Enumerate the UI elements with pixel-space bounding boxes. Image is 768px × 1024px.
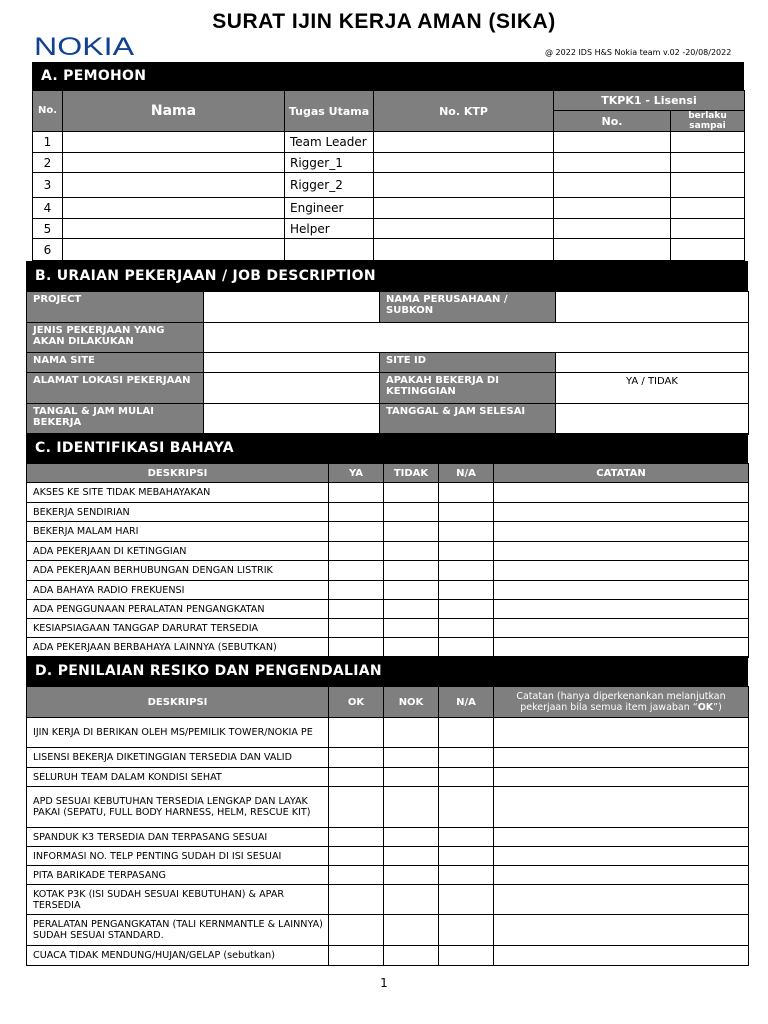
tidak-cell[interactable]: [384, 542, 439, 561]
catatan-cell[interactable]: [494, 619, 749, 638]
ok-cell[interactable]: [329, 915, 384, 946]
col-tkpk-lisensi: TKPK1 - Lisensi: [554, 91, 745, 111]
nok-cell[interactable]: [384, 866, 439, 885]
label-nama-perusahaan: NAMA PERUSAHAAN / SUBKON: [380, 292, 556, 323]
catatan-cell[interactable]: [494, 718, 749, 748]
nok-cell[interactable]: [384, 748, 439, 768]
ktp-field[interactable]: [374, 219, 554, 239]
col-ok: OK: [329, 687, 384, 718]
catatan-cell[interactable]: [494, 828, 749, 847]
nok-cell[interactable]: [384, 847, 439, 866]
table-row: ADA BAHAYA RADIO FREKUENSI: [27, 581, 749, 600]
ya-cell[interactable]: [329, 600, 384, 619]
catatan-cell[interactable]: [494, 638, 749, 658]
nama-perusahaan-field[interactable]: [556, 292, 749, 323]
catatan-cell[interactable]: [494, 885, 749, 915]
na-cell[interactable]: [439, 638, 494, 658]
jenis-pekerjaan-field[interactable]: [204, 323, 749, 353]
col-catatan: Catatan (hanya diperkenankan melanjutkan pekerjaan bila semua item jawaban “OK”): [494, 687, 749, 718]
col-no: No.: [33, 91, 63, 132]
berlaku-field[interactable]: [671, 153, 745, 173]
na-cell[interactable]: [439, 600, 494, 619]
berlaku-field[interactable]: [671, 132, 745, 153]
page-title: SURAT IJIN KERJA AMAN (SIKA): [212, 10, 556, 33]
section-d-header: D. PENILAIAN RESIKO DAN PENGENDALIAN: [26, 656, 748, 686]
col-nama: Nama: [63, 91, 285, 132]
table-row: 5 Helper: [33, 219, 745, 239]
nama-field[interactable]: [63, 153, 285, 173]
label-site-id: SITE ID: [380, 353, 556, 373]
ok-cell[interactable]: [329, 847, 384, 866]
nokia-logo: [34, 34, 134, 62]
catatan-cell[interactable]: [494, 866, 749, 885]
berlaku-field[interactable]: [671, 173, 745, 198]
ktp-field[interactable]: [374, 239, 554, 261]
ok-cell[interactable]: [329, 748, 384, 768]
table-row: KOTAK P3K (ISI SUDAH SESUAI KEBUTUHAN) & APAR TERSEDIA: [27, 885, 749, 915]
project-field[interactable]: [204, 292, 380, 323]
job-description-table: [26, 291, 749, 435]
mulai-field[interactable]: [204, 404, 380, 435]
nok-cell[interactable]: [384, 915, 439, 946]
ktp-field[interactable]: [374, 198, 554, 219]
table-row: KESIAPSIAGAAN TANGGAP DARURAT TERSEDIA: [27, 619, 749, 638]
tidak-cell[interactable]: [384, 638, 439, 658]
nama-field[interactable]: [63, 132, 285, 153]
na-cell[interactable]: [439, 483, 494, 503]
nokia-logo-icon: [34, 34, 134, 58]
na-cell[interactable]: [439, 915, 494, 946]
na-cell[interactable]: [439, 619, 494, 638]
ok-cell[interactable]: [329, 768, 384, 787]
table-row: 2 Rigger_1: [33, 153, 745, 173]
na-cell[interactable]: [439, 718, 494, 748]
label-selesai: TANGGAL & JAM SELESAI: [380, 404, 556, 435]
ok-cell[interactable]: [329, 787, 384, 828]
ketinggian-value[interactable]: YA / TIDAK: [556, 373, 749, 404]
nok-cell[interactable]: [384, 768, 439, 787]
label-nama-site: NAMA SITE: [27, 353, 204, 373]
lisensi-no-field[interactable]: [554, 239, 671, 261]
lisensi-no-field[interactable]: [554, 153, 671, 173]
table-row: APD SESUAI KEBUTUHAN TERSEDIA LENGKAP DAN LAYAK PAKAI (SEPATU, FULL BODY HARNESS, HELM, RESCUE KIT): [27, 787, 749, 828]
tidak-cell[interactable]: [384, 581, 439, 600]
nok-cell[interactable]: [384, 885, 439, 915]
svg-text:NOKIA: NOKIA: [34, 34, 134, 58]
catatan-cell[interactable]: [494, 946, 749, 966]
catatan-cell[interactable]: [494, 748, 749, 768]
nama-field[interactable]: [63, 219, 285, 239]
table-row: LISENSI BEKERJA DIKETINGGIAN TERSEDIA DAN VALID: [27, 748, 749, 768]
copyright-note: @ 2022 IDS H&S Nokia team v.02 -20/08/2022: [545, 48, 732, 57]
table-row: ADA PEKERJAAN BERBAHAYA LAINNYA (SEBUTKAN): [27, 638, 749, 658]
hazard-table: [26, 463, 749, 658]
ya-cell[interactable]: [329, 503, 384, 522]
na-cell[interactable]: [439, 946, 494, 966]
lisensi-no-field[interactable]: [554, 198, 671, 219]
catatan-cell[interactable]: [494, 522, 749, 542]
ok-cell[interactable]: [329, 866, 384, 885]
label-alamat-lokasi: ALAMAT LOKASI PEKERJAAN: [27, 373, 204, 404]
nok-cell[interactable]: [384, 828, 439, 847]
ktp-field[interactable]: [374, 153, 554, 173]
berlaku-field[interactable]: [671, 198, 745, 219]
table-row: BEKERJA SENDIRIAN: [27, 503, 749, 522]
catatan-cell[interactable]: [494, 915, 749, 946]
catatan-cell[interactable]: [494, 503, 749, 522]
ok-cell[interactable]: [329, 885, 384, 915]
tidak-cell[interactable]: [384, 561, 439, 581]
ya-cell[interactable]: [329, 581, 384, 600]
na-cell[interactable]: [439, 828, 494, 847]
ya-cell[interactable]: [329, 561, 384, 581]
table-row: SPANDUK K3 TERSEDIA DAN TERPASANG SESUAI: [27, 828, 749, 847]
tidak-cell[interactable]: [384, 483, 439, 503]
berlaku-field[interactable]: [671, 239, 745, 261]
ok-cell[interactable]: [329, 946, 384, 966]
na-cell[interactable]: [439, 787, 494, 828]
table-row: 6: [33, 239, 745, 261]
col-nok: NOK: [384, 687, 439, 718]
na-cell[interactable]: [439, 503, 494, 522]
nok-cell[interactable]: [384, 787, 439, 828]
na-cell[interactable]: [439, 866, 494, 885]
selesai-field[interactable]: [556, 404, 749, 435]
section-a-header: A. PEMOHON: [32, 62, 744, 90]
ya-cell[interactable]: [329, 638, 384, 658]
table-row: 3 Rigger_2: [33, 173, 745, 198]
col-ya: YA: [329, 464, 384, 483]
ya-cell[interactable]: [329, 522, 384, 542]
ya-cell[interactable]: [329, 542, 384, 561]
table-row: SELURUH TEAM DALAM KONDISI SEHAT: [27, 768, 749, 787]
table-row: 4 Engineer: [33, 198, 745, 219]
ya-cell[interactable]: [329, 619, 384, 638]
catatan-cell[interactable]: [494, 600, 749, 619]
nama-field[interactable]: [63, 239, 285, 261]
catatan-cell[interactable]: [494, 483, 749, 503]
na-cell[interactable]: [439, 768, 494, 787]
col-berlaku-sampai: berlaku sampai: [671, 111, 745, 132]
table-row: 1 Team Leader: [33, 132, 745, 153]
ya-cell[interactable]: [329, 483, 384, 503]
section-c-header: C. IDENTIFIKASI BAHAYA: [26, 433, 748, 463]
col-tugas-utama: Tugas Utama: [285, 91, 374, 132]
berlaku-field[interactable]: [671, 219, 745, 239]
na-cell[interactable]: [439, 561, 494, 581]
table-row: PERALATAN PENGANGKATAN (TALI KERNMANTLE & LAINNYA) SUDAH SESUAI STANDARD.: [27, 915, 749, 946]
catatan-cell[interactable]: [494, 561, 749, 581]
nok-cell[interactable]: [384, 718, 439, 748]
na-cell[interactable]: [439, 522, 494, 542]
col-deskripsi: DESKRIPSI: [27, 687, 329, 718]
lisensi-no-field[interactable]: [554, 219, 671, 239]
table-row: AKSES KE SITE TIDAK MEBAHAYAKAN: [27, 483, 749, 503]
col-no-ktp: No. KTP: [374, 91, 554, 132]
site-id-field[interactable]: [556, 353, 749, 373]
catatan-cell[interactable]: [494, 847, 749, 866]
label-project: PROJECT: [27, 292, 204, 323]
col-catatan: CATATAN: [494, 464, 749, 483]
table-row: BEKERJA MALAM HARI: [27, 522, 749, 542]
na-cell[interactable]: [439, 748, 494, 768]
na-cell[interactable]: [439, 542, 494, 561]
label-jenis-pekerjaan: JENIS PEKERJAAN YANG AKAN DILAKUKAN: [27, 323, 204, 353]
ktp-field[interactable]: [374, 173, 554, 198]
ok-cell[interactable]: [329, 718, 384, 748]
catatan-cell[interactable]: [494, 768, 749, 787]
table-row: INFORMASI NO. TELP PENTING SUDAH DI ISI SESUAI: [27, 847, 749, 866]
section-b-header: B. URAIAN PEKERJAAN / JOB DESCRIPTION: [26, 261, 748, 291]
col-na: N/A: [439, 687, 494, 718]
risk-assessment-table: [26, 686, 749, 966]
nama-field[interactable]: [63, 198, 285, 219]
label-ketinggian: APAKAH BEKERJA DI KETINGGIAN: [380, 373, 556, 404]
table-row: ADA PEKERJAAN BERHUBUNGAN DENGAN LISTRIK: [27, 561, 749, 581]
page-number: 1: [380, 976, 388, 990]
pemohon-table: [32, 90, 745, 261]
na-cell[interactable]: [439, 885, 494, 915]
col-na: N/A: [439, 464, 494, 483]
tidak-cell[interactable]: [384, 619, 439, 638]
table-row: CUACA TIDAK MENDUNG/HUJAN/GELAP (sebutkan): [27, 946, 749, 966]
na-cell[interactable]: [439, 581, 494, 600]
catatan-cell[interactable]: [494, 542, 749, 561]
ok-cell[interactable]: [329, 828, 384, 847]
tidak-cell[interactable]: [384, 600, 439, 619]
na-cell[interactable]: [439, 847, 494, 866]
table-row: ADA PEKERJAAN DI KETINGGIAN: [27, 542, 749, 561]
col-tkpk-no: No.: [554, 111, 671, 132]
table-row: ADA PENGGUNAAN PERALATAN PENGANGKATAN: [27, 600, 749, 619]
label-mulai-bekerja: TANGAL & JAM MULAI BEKERJA: [27, 404, 204, 435]
col-tidak: TIDAK: [384, 464, 439, 483]
alamat-field[interactable]: [204, 373, 380, 404]
col-deskripsi: DESKRIPSI: [27, 464, 329, 483]
lisensi-no-field[interactable]: [554, 173, 671, 198]
nama-site-field[interactable]: [204, 353, 380, 373]
catatan-cell[interactable]: [494, 787, 749, 828]
nok-cell[interactable]: [384, 946, 439, 966]
catatan-cell[interactable]: [494, 581, 749, 600]
tidak-cell[interactable]: [384, 522, 439, 542]
tidak-cell[interactable]: [384, 503, 439, 522]
lisensi-no-field[interactable]: [554, 132, 671, 153]
ktp-field[interactable]: [374, 132, 554, 153]
table-row: IJIN KERJA DI BERIKAN OLEH MS/PEMILIK TOWER/NOKIA PE: [27, 718, 749, 748]
nama-field[interactable]: [63, 173, 285, 198]
table-row: PITA BARIKADE TERPASANG: [27, 866, 749, 885]
